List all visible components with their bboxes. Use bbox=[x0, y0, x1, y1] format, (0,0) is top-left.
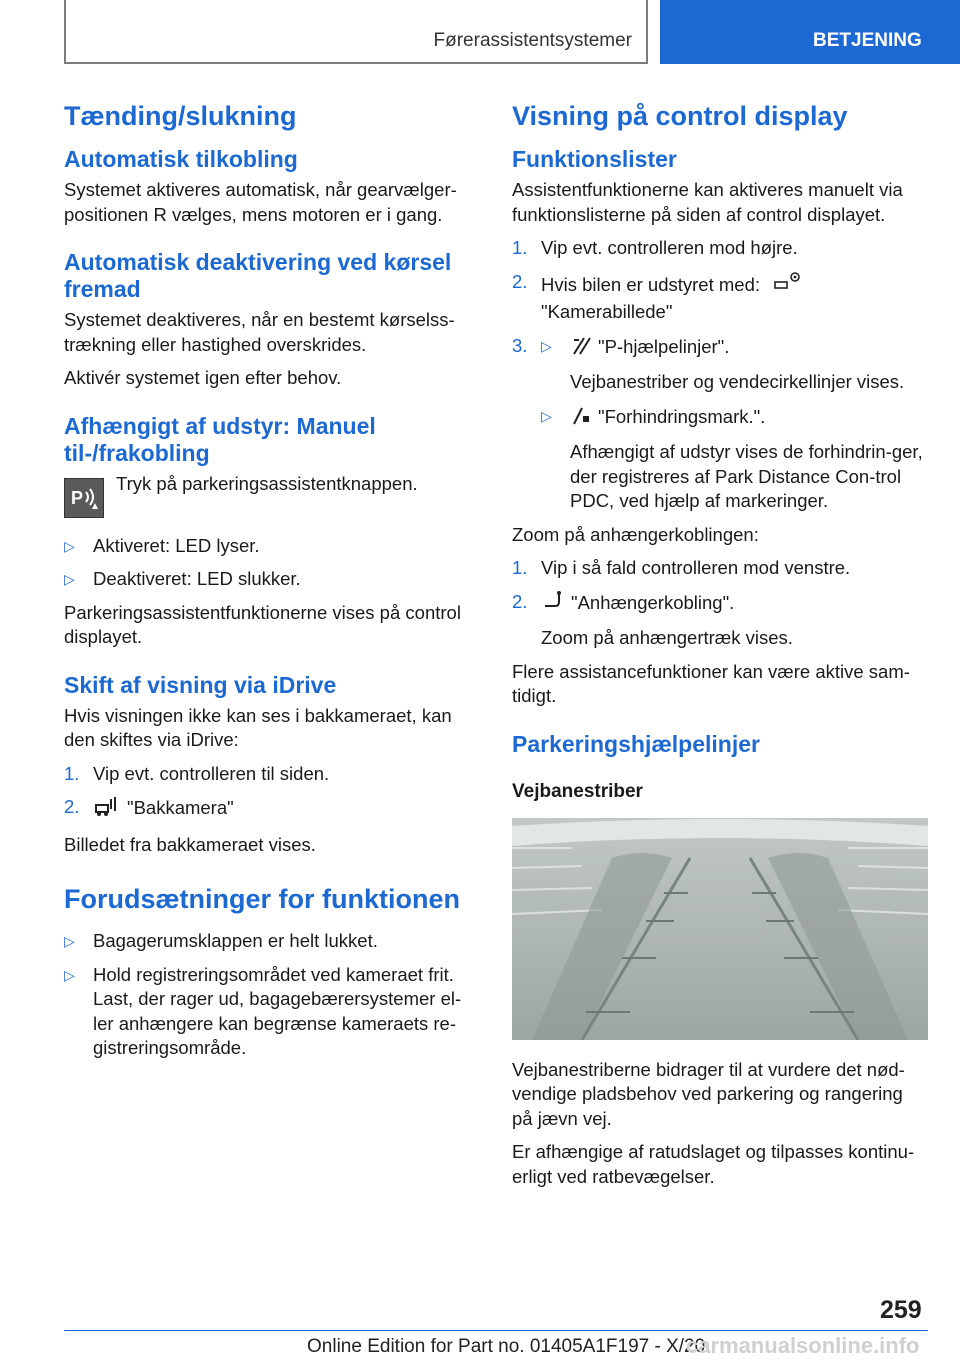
led-status-list bbox=[64, 534, 476, 592]
heading-manual: Afhængigt af udstyr: Manuel til-/frakobling bbox=[64, 412, 376, 466]
list-item: 1. Vip evt. controlleren til siden. bbox=[64, 762, 476, 787]
list-item: 2. Hvis bilen er udstyret med: "Kamerabillede" bbox=[512, 270, 928, 325]
text-idrive: Hvis visningen ikke kan ses i bakkameraet, kan den skiftes via iDrive: bbox=[64, 704, 452, 750]
svg-text:P: P bbox=[71, 487, 84, 508]
triangle-bullet-icon: ▷ bbox=[541, 337, 552, 354]
heading-idrive: Skift af visning via iDrive bbox=[64, 671, 337, 698]
text-lane-lines-purpose: Vejbanestriberne bidrager til at vurdere det nød-vendige pladsbehov ved parkering og rangering på jævn vej. bbox=[512, 1058, 905, 1129]
zoom-steps bbox=[512, 556, 928, 651]
lane-lines-camera-image bbox=[512, 818, 928, 1040]
text-reactivate: Aktivér systemet igen efter behov. bbox=[64, 367, 342, 388]
parking-lines-icon bbox=[570, 334, 592, 363]
footer-rule bbox=[64, 1330, 928, 1331]
list-item bbox=[512, 334, 928, 514]
heading-auto-off: Automatisk deaktivering ved kørsel fremad bbox=[64, 249, 452, 302]
camera-settings-icon bbox=[773, 270, 803, 301]
trailer-hitch-icon bbox=[541, 590, 565, 619]
text-steering-dependency: Er afhængige af ratudslaget og tilpasses kontinu-erligt ved ratbevægelser. bbox=[512, 1141, 915, 1187]
function-list-steps bbox=[512, 236, 928, 514]
section-title: Førerassistentsystemer bbox=[433, 30, 632, 51]
text-multiple-functions: Flere assistancefunktioner kan være aktive sam-tidigt. bbox=[512, 660, 910, 706]
triangle-bullet-icon: ▷ bbox=[64, 571, 75, 587]
heading-display: Visning på control display bbox=[512, 101, 848, 131]
page-number: 259 bbox=[880, 1296, 922, 1324]
text-function-lists: Assistentfunktionerne kan aktiveres manuelt via funktionslisterne på siden af control displayet. bbox=[512, 179, 903, 225]
triangle-bullet-icon: ▷ bbox=[64, 537, 75, 554]
list-item: ▷ Bagagerumsklappen er helt lukket. bbox=[64, 929, 476, 954]
step-number: 1. bbox=[512, 557, 528, 578]
text-auto-off: Systemet deaktiveres, når en bestemt kørselss-trækning eller hastighed overskrides. bbox=[64, 309, 455, 355]
list-item: 1. Vip evt. controlleren mod højre. bbox=[512, 236, 928, 261]
step-number: 1. bbox=[512, 237, 528, 258]
list-item: ▷ Aktiveret: LED lyser. bbox=[64, 534, 476, 559]
right-column bbox=[512, 100, 928, 1198]
idrive-steps bbox=[64, 762, 476, 824]
triangle-bullet-icon: ▷ bbox=[64, 933, 75, 949]
list-item: 2. "Anhængerkobling". Zoom på anhængertræk vises. bbox=[512, 590, 793, 648]
running-header-chapter bbox=[660, 0, 960, 64]
watermark: carmanualsonline.info bbox=[686, 1333, 920, 1358]
step-number: 1. bbox=[64, 762, 80, 784]
left-column bbox=[64, 100, 476, 1070]
requirements-list bbox=[64, 929, 476, 1061]
text-zoom: Zoom på anhængerkoblingen: bbox=[512, 523, 759, 545]
text-camera-shown: Billedet fra bakkameraet vises. bbox=[64, 833, 316, 855]
edition-text: Online Edition for Part no. 01405A1F197 - X/20 bbox=[307, 1336, 706, 1357]
list-item: ▷ "Forhindringsmark.". Afhængigt af udstyr vises de forhindrin-ger, der registreres af Park Distance Con-trol PDC, ved hjælp af markeringer. bbox=[541, 405, 923, 511]
heading-requirements: Forudsætninger for funktionen bbox=[64, 884, 460, 914]
heading-auto-on: Automatisk tilkobling bbox=[64, 146, 298, 172]
parking-button-text: Tryk på parkeringsassistentknappen. bbox=[116, 472, 418, 494]
step-number: 3. bbox=[512, 334, 528, 356]
triangle-bullet-icon: ▷ bbox=[64, 966, 75, 983]
running-header-section bbox=[64, 0, 648, 64]
step-number: 2. bbox=[512, 590, 528, 612]
park-assist-button-icon bbox=[64, 478, 104, 518]
list-item: ▷ Hold registreringsområdet ved kameraet frit. Last, der rager ud, bagagebærersystemer el-ler anhængere kan begrænse kameraets re-gistreringsområde. bbox=[64, 963, 462, 1058]
list-item: ▷ Deaktiveret: LED slukker. bbox=[64, 567, 476, 592]
list-item: 2. "Bakkamera" bbox=[64, 795, 476, 824]
chapter-title: BETJENING bbox=[813, 30, 922, 51]
text-functions-shown: Parkeringsassistentfunktionerne vises på control displayet. bbox=[64, 601, 461, 647]
list-item: 1. Vip i så fald controlleren mod venstre. bbox=[512, 556, 928, 581]
obstacle-marking-icon bbox=[570, 404, 592, 433]
heading-function-lists: Funktionslister bbox=[512, 146, 677, 172]
camera-options-list bbox=[541, 334, 928, 514]
triangle-bullet-icon: ▷ bbox=[541, 407, 552, 424]
step-number: 2. bbox=[512, 270, 528, 292]
parking-button-instruction bbox=[64, 472, 476, 516]
heading-lane-lines: Vejbanestriber bbox=[512, 780, 643, 802]
list-item: ▷ "P-hjælpelinjer". Vejbanestriber og vendecirkellinjer vises. bbox=[541, 335, 905, 392]
rear-camera-icon bbox=[93, 795, 121, 824]
text-auto-on: Systemet aktiveres automatisk, når gearvælger-positionen R vælges, mens motoren er i gang. bbox=[64, 179, 457, 225]
heading-parking-lines: Parkeringshjælpelinjer bbox=[512, 730, 760, 757]
heading-ignition: Tænding/slukning bbox=[64, 101, 297, 131]
step-number: 2. bbox=[64, 796, 80, 817]
